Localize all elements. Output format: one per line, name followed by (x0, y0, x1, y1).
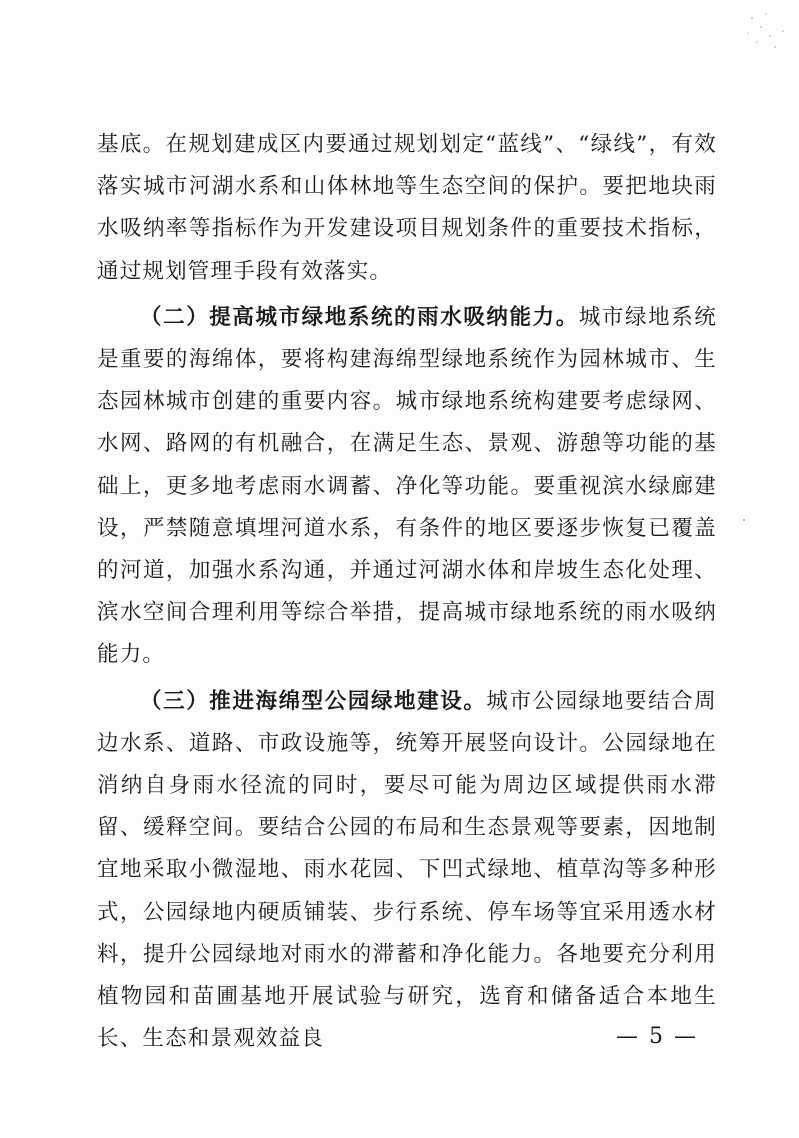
paragraph-3-text: 城市公园绿地要结合周边水系、道路、市政设施等，统筹开展竖向设计。公园绿地在消纳自身雨水径流的同时，要尽可能为周边区域提供雨水滞留、缓释空间。要结合公园的布局和生态景观等要素，因地制宜地采取小微湿地、雨水花园、下凹式绿地、植草沟等多种形式，公园绿地内硬质铺装、步行系统、停车场等宜采用透水材料，提升公园绿地对雨水的滞蓄和净化能力。各地要充分利用植物园和苗圃基地开展试验与研究，选育和储备适合本地生长、生态和景观效益良 (97, 688, 717, 1052)
paragraph-2-text: 城市绿地系统是重要的海绵体，要将构建海绵型绿地系统作为园林城市、生态园林城市创建的重要内容。城市绿地系统构建要考虑绿网、水网、路网的有机融合，在满足生态、景观、游憩等功能的基础上，更多地考虑雨水调蓄、净化等功能。要重视滨水绿廊建设，严禁随意填埋河道水系，有条件的地区要逐步恢复已覆盖的河道，加强水系沟通，并通过河湖水体和岸坡生态化处理、滨水空间合理利用等综合举措，提高城市绿地系统的雨水吸纳能力。 (97, 304, 717, 668)
section-heading-2: （二）提高城市绿地系统的雨水吸纳能力。 (140, 304, 579, 330)
paragraph-1-text: 基底。在规划建成区内要通过规划划定“蓝线”、“绿线”，有效落实城市河湖水系和山体林地等生态空间的保护。要把地块雨水吸纳率等指标作为开发建设项目规划条件的重要技术指标，通过规划管理手段有效落实。 (97, 132, 717, 284)
page-number: — 5 — (616, 1024, 698, 1049)
section-heading-3: （三）推进海绵型公园绿地建设。 (140, 688, 487, 714)
paragraph-2 (97, 297, 717, 677)
paragraph-1 (97, 124, 717, 293)
paragraph-3 (97, 681, 717, 1061)
body-text (97, 124, 717, 1060)
